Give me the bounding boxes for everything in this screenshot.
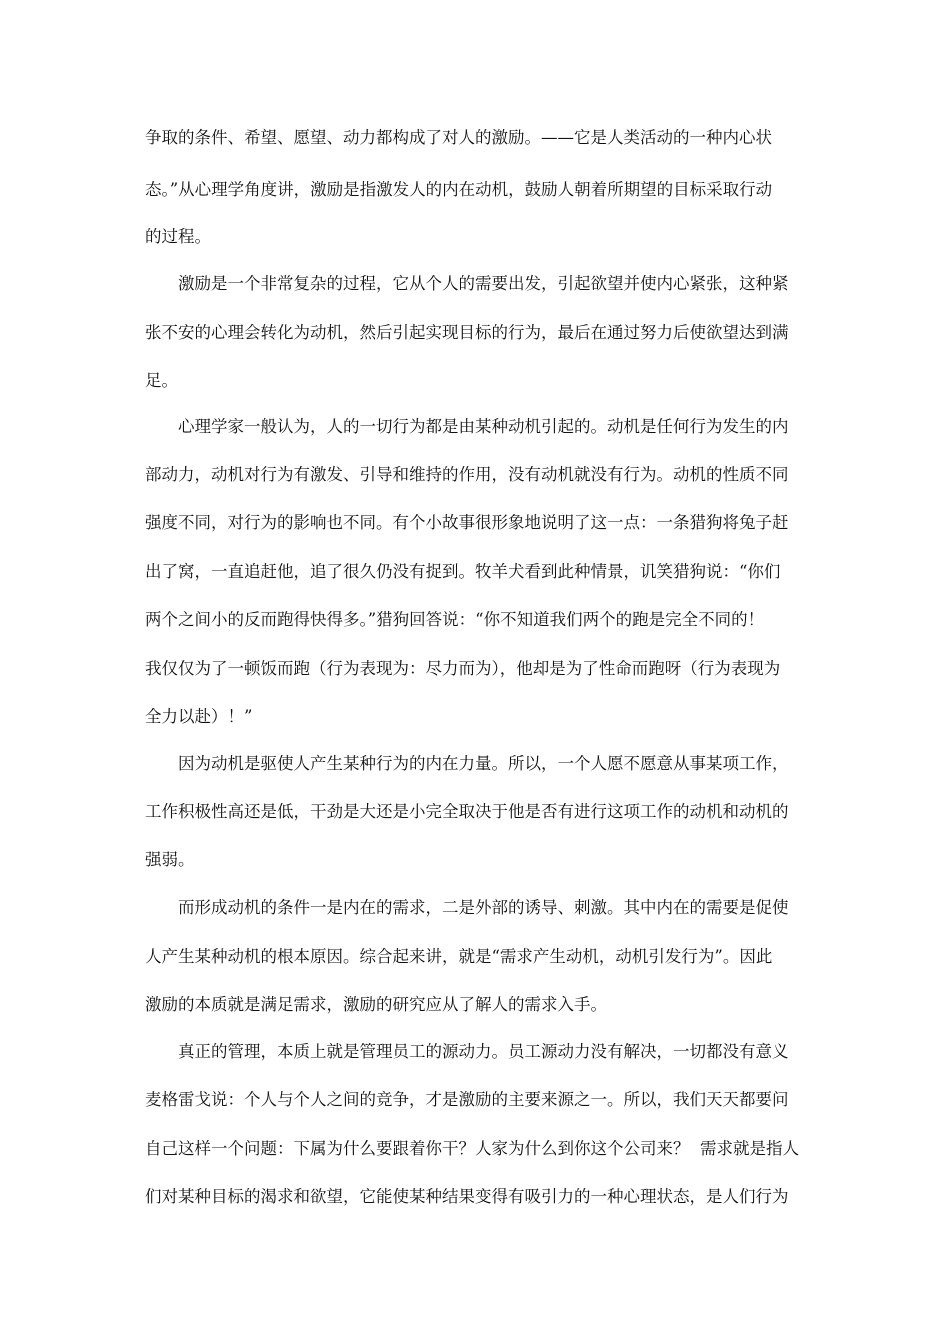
text-line: 我仅仅为了一顿饭而跑（行为表现为：尽力而为），他却是为了性命而跑呀（行为表现为	[145, 659, 781, 678]
text-line: 全力以赴）！”	[145, 707, 253, 726]
text-line: 部动力，动机对行为有激发、引导和维持的作用，没有动机就没有行为。动机的性质不同	[145, 465, 789, 484]
text-line: 的过程。	[145, 227, 211, 246]
text-line: 们对某种目标的渴求和欲望，它能使某种结果变得有吸引力的一种心理状态，是人们行为	[145, 1187, 789, 1206]
text-line: 张不安的心理会转化为动机，然后引起实现目标的行为，最后在通过努力后使欲望达到满	[145, 323, 789, 342]
text-line: 心理学家一般认为，人的一切行为都是由某种动机引起的。动机是任何行为发生的内	[178, 417, 789, 436]
text-line: 人产生某种动机的根本原因。综合起来讲，就是“需求产生动机，动机引发行为”。因此	[145, 947, 773, 966]
text-line: 工作积极性高还是低，干劲是大还是小完全取决于他是否有进行这项工作的动机和动机的	[145, 802, 789, 821]
text-line: 激励的本质就是满足需求，激励的研究应从了解人的需求入手。	[145, 995, 607, 1014]
text-line: 出了窝，一直追赶他，追了很久仍没有捉到。牧羊犬看到此种情景，讥笑猎狗说：“你们	[145, 562, 781, 581]
text-line: 真正的管理，本质上就是管理员工的源动力。员工源动力没有解决，一切都没有意义	[178, 1042, 789, 1061]
text-line: 足。	[145, 371, 178, 390]
text-line: 强弱。	[145, 850, 195, 869]
text-line: 态。”从心理学角度讲，激励是指激发人的内在动机，鼓励人朝着所期望的目标采取行动	[145, 180, 773, 199]
text-line: 激励是一个非常复杂的过程，它从个人的需要出发，引起欲望并使内心紧张，这种紧	[178, 274, 789, 293]
text-line: 自己这样一个问题：下属为什么要跟着你干？人家为什么到你这个公司来？ 需求就是指人	[145, 1139, 799, 1158]
text-line: 强度不同，对行为的影响也不同。有个小故事很形象地说明了这一点：一条猎狗将兔子赶	[145, 513, 789, 532]
text-line: 因为动机是驱使人产生某种行为的内在力量。所以，一个人愿不愿意从事某项工作，	[178, 754, 789, 773]
text-line: 而形成动机的条件一是内在的需求，二是外部的诱导、刺激。其中内在的需要是促使	[178, 898, 789, 917]
text-line: 两个之间小的反而跑得快得多。”猎狗回答说：“你不知道我们两个的跑是完全不同的！	[145, 610, 765, 629]
text-line: 麦格雷戈说：个人与个人之间的竞争，才是激励的主要来源之一。所以，我们天天都要问	[145, 1090, 789, 1109]
text-line: 争取的条件、希望、愿望、动力都构成了对人的激励。——它是人类活动的一种内心状	[145, 128, 772, 147]
